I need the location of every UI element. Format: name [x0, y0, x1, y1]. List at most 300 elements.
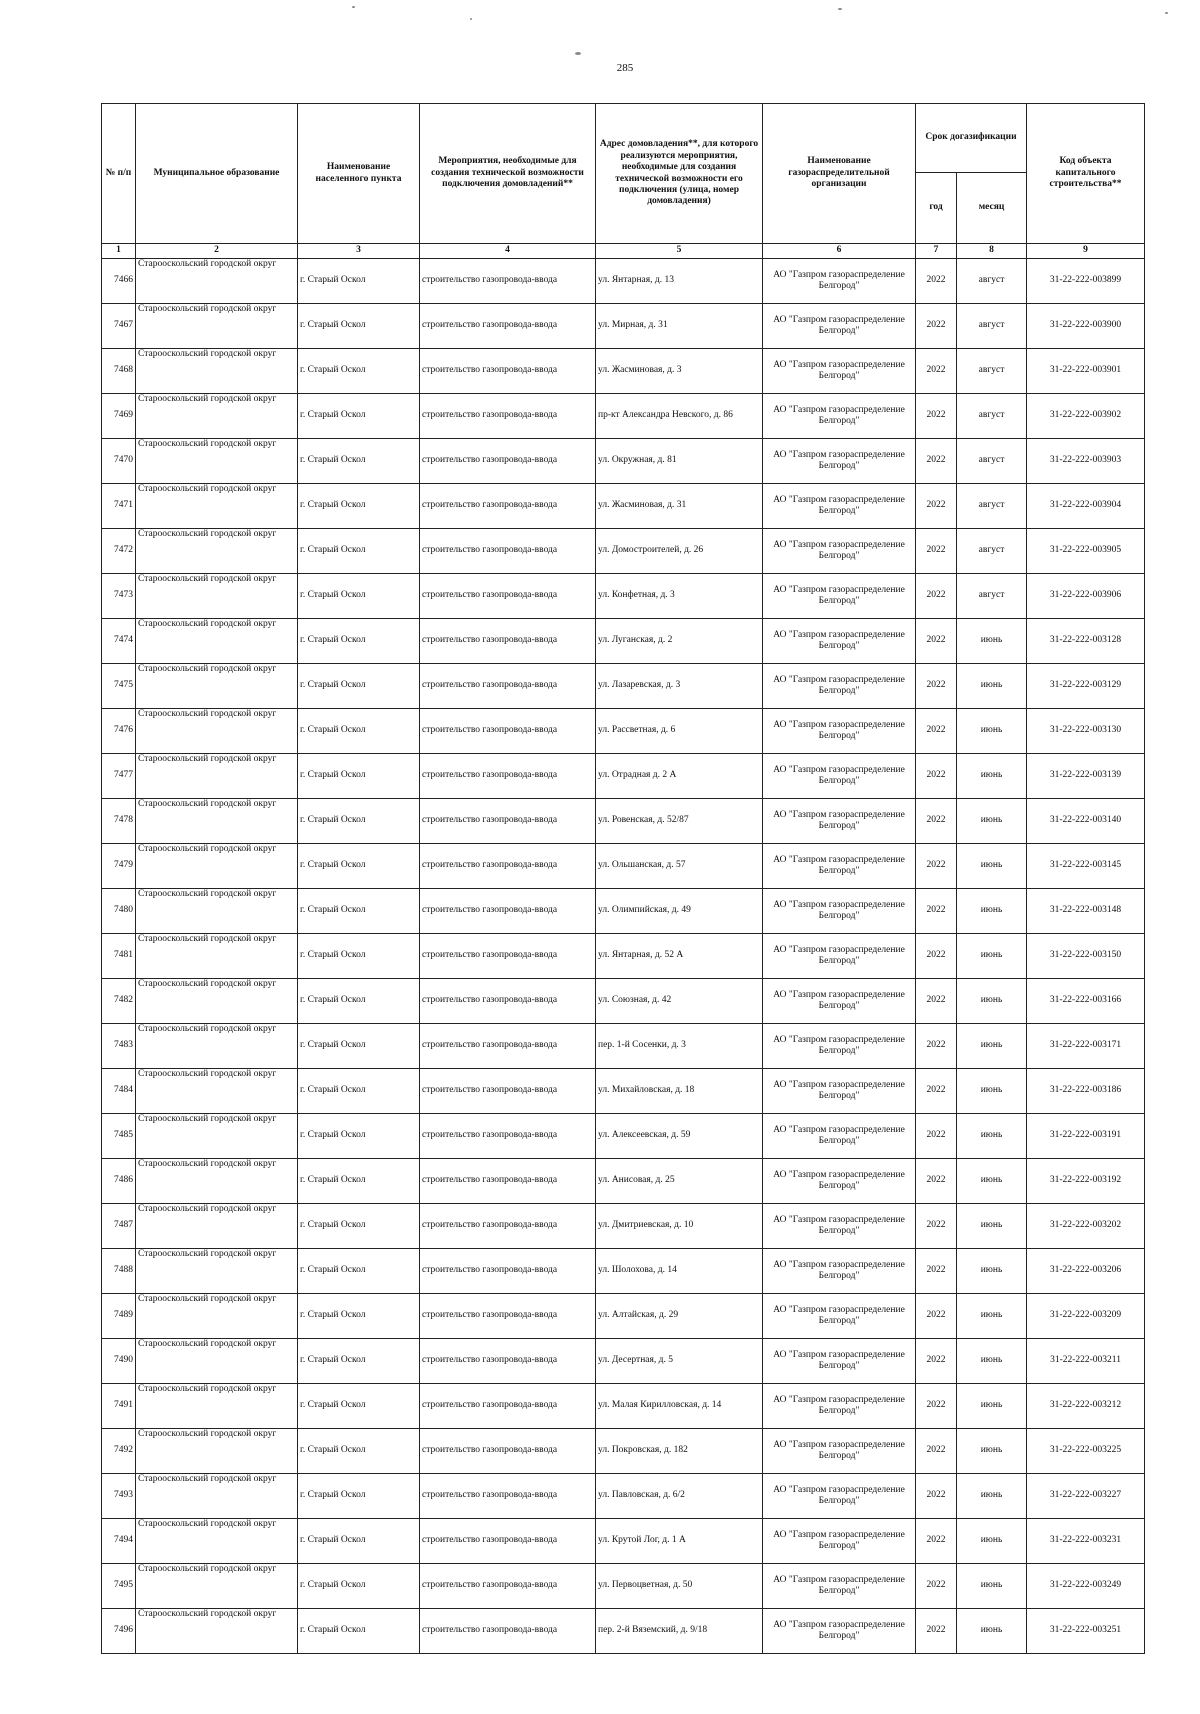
month-cell: июнь — [957, 619, 1027, 664]
object-code-cell: 31-22-222-003186 — [1027, 1069, 1145, 1114]
year-cell: 2022 — [916, 1069, 957, 1114]
object-code-cell: 31-22-222-003140 — [1027, 799, 1145, 844]
settlement-cell: г. Старый Оскол — [298, 1249, 420, 1294]
scan-speck — [575, 52, 581, 55]
row-number: 7495 — [102, 1564, 136, 1609]
header-year: год — [916, 173, 957, 244]
year-cell: 2022 — [916, 1114, 957, 1159]
year-cell: 2022 — [916, 1024, 957, 1069]
year-cell: 2022 — [916, 1609, 957, 1654]
object-code-cell: 31-22-222-003902 — [1027, 394, 1145, 439]
year-cell: 2022 — [916, 439, 957, 484]
organization-cell: АО "Газпром газораспределение Белгород" — [763, 1429, 916, 1474]
address-cell: пер. 2-й Вяземский, д. 9/18 — [596, 1609, 763, 1654]
settlement-cell: г. Старый Оскол — [298, 574, 420, 619]
settlement-cell: г. Старый Оскол — [298, 1564, 420, 1609]
settlement-cell: г. Старый Оскол — [298, 889, 420, 934]
activity-cell: строительство газопровода-ввода — [420, 1339, 596, 1384]
month-cell: июнь — [957, 889, 1027, 934]
activity-cell: строительство газопровода-ввода — [420, 619, 596, 664]
organization-cell: АО "Газпром газораспределение Белгород" — [763, 484, 916, 529]
municipality-cell: Старооскольский городской округ — [136, 1429, 298, 1474]
object-code-cell: 31-22-222-003906 — [1027, 574, 1145, 619]
column-number-row — [102, 244, 1145, 259]
year-cell: 2022 — [916, 1519, 957, 1564]
row-number: 7486 — [102, 1159, 136, 1204]
month-cell: июнь — [957, 1069, 1027, 1114]
organization-cell: АО "Газпром газораспределение Белгород" — [763, 304, 916, 349]
table-row — [102, 1339, 1145, 1384]
organization-cell: АО "Газпром газораспределение Белгород" — [763, 1159, 916, 1204]
year-cell: 2022 — [916, 664, 957, 709]
row-number: 7467 — [102, 304, 136, 349]
activity-cell: строительство газопровода-ввода — [420, 1429, 596, 1474]
settlement-cell: г. Старый Оскол — [298, 1384, 420, 1429]
settlement-cell: г. Старый Оскол — [298, 1024, 420, 1069]
month-cell: август — [957, 574, 1027, 619]
municipality-cell: Старооскольский городской округ — [136, 1114, 298, 1159]
municipality-cell: Старооскольский городской округ — [136, 1204, 298, 1249]
municipality-cell: Старооскольский городской округ — [136, 529, 298, 574]
activity-cell: строительство газопровода-ввода — [420, 394, 596, 439]
organization-cell: АО "Газпром газораспределение Белгород" — [763, 1114, 916, 1159]
address-cell: ул. Алексеевская, д. 59 — [596, 1114, 763, 1159]
month-cell: июнь — [957, 1249, 1027, 1294]
month-cell: август — [957, 349, 1027, 394]
address-cell: ул. Жасминовая, д. 3 — [596, 349, 763, 394]
month-cell: июнь — [957, 1519, 1027, 1564]
address-cell: ул. Лазаревская, д. 3 — [596, 664, 763, 709]
row-number: 7469 — [102, 394, 136, 439]
table-row — [102, 1384, 1145, 1429]
settlement-cell: г. Старый Оскол — [298, 709, 420, 754]
row-number: 7479 — [102, 844, 136, 889]
address-cell: ул. Янтарная, д. 13 — [596, 259, 763, 304]
settlement-cell: г. Старый Оскол — [298, 304, 420, 349]
table-row — [102, 484, 1145, 529]
page-number: 285 — [616, 62, 634, 74]
row-number: 7475 — [102, 664, 136, 709]
object-code-cell: 31-22-222-003191 — [1027, 1114, 1145, 1159]
month-cell: июнь — [957, 1564, 1027, 1609]
organization-cell: АО "Газпром газораспределение Белгород" — [763, 934, 916, 979]
activity-cell: строительство газопровода-ввода — [420, 979, 596, 1024]
table-row — [102, 844, 1145, 889]
activity-cell: строительство газопровода-ввода — [420, 1114, 596, 1159]
municipality-cell: Старооскольский городской округ — [136, 1339, 298, 1384]
activity-cell: строительство газопровода-ввода — [420, 439, 596, 484]
object-code-cell: 31-22-222-003206 — [1027, 1249, 1145, 1294]
municipality-cell: Старооскольский городской округ — [136, 1159, 298, 1204]
month-cell: август — [957, 304, 1027, 349]
address-cell: ул. Михайловская, д. 18 — [596, 1069, 763, 1114]
organization-cell: АО "Газпром газораспределение Белгород" — [763, 529, 916, 574]
month-cell: июнь — [957, 1294, 1027, 1339]
address-cell: ул. Янтарная, д. 52 А — [596, 934, 763, 979]
municipality-cell: Старооскольский городской округ — [136, 1564, 298, 1609]
municipality-cell: Старооскольский городской округ — [136, 1384, 298, 1429]
municipality-cell: Старооскольский городской округ — [136, 1294, 298, 1339]
month-cell: июнь — [957, 1114, 1027, 1159]
address-cell: ул. Рассветная, д. 6 — [596, 709, 763, 754]
table-row — [102, 1114, 1145, 1159]
object-code-cell: 31-22-222-003231 — [1027, 1519, 1145, 1564]
month-cell: июнь — [957, 1339, 1027, 1384]
organization-cell: АО "Газпром газораспределение Белгород" — [763, 889, 916, 934]
table-row — [102, 574, 1145, 619]
settlement-cell: г. Старый Оскол — [298, 1204, 420, 1249]
municipality-cell: Старооскольский городской округ — [136, 754, 298, 799]
settlement-cell: г. Старый Оскол — [298, 529, 420, 574]
activity-cell: строительство газопровода-ввода — [420, 709, 596, 754]
table-row — [102, 1429, 1145, 1474]
organization-cell: АО "Газпром газораспределение Белгород" — [763, 844, 916, 889]
settlement-cell: г. Старый Оскол — [298, 844, 420, 889]
year-cell: 2022 — [916, 889, 957, 934]
year-cell: 2022 — [916, 259, 957, 304]
activity-cell: строительство газопровода-ввода — [420, 484, 596, 529]
activity-cell: строительство газопровода-ввода — [420, 1384, 596, 1429]
month-cell: июнь — [957, 1384, 1027, 1429]
year-cell: 2022 — [916, 1429, 957, 1474]
gasification-register-table — [101, 103, 1145, 1654]
municipality-cell: Старооскольский городской округ — [136, 574, 298, 619]
activity-cell: строительство газопровода-ввода — [420, 799, 596, 844]
settlement-cell: г. Старый Оскол — [298, 1474, 420, 1519]
row-number: 7481 — [102, 934, 136, 979]
month-cell: июнь — [957, 1204, 1027, 1249]
table-row — [102, 1294, 1145, 1339]
municipality-cell: Старооскольский городской округ — [136, 799, 298, 844]
month-cell: август — [957, 394, 1027, 439]
municipality-cell: Старооскольский городской округ — [136, 349, 298, 394]
month-cell: июнь — [957, 1429, 1027, 1474]
address-cell: пр-кт Александра Невского, д. 86 — [596, 394, 763, 439]
settlement-cell: г. Старый Оскол — [298, 1609, 420, 1654]
activity-cell: строительство газопровода-ввода — [420, 529, 596, 574]
object-code-cell: 31-22-222-003904 — [1027, 484, 1145, 529]
organization-cell: АО "Газпром газораспределение Белгород" — [763, 1474, 916, 1519]
address-cell: ул. Жасминовая, д. 31 — [596, 484, 763, 529]
row-number: 7490 — [102, 1339, 136, 1384]
year-cell: 2022 — [916, 1564, 957, 1609]
month-cell: июнь — [957, 934, 1027, 979]
address-cell: ул. Крутой Лог, д. 1 А — [596, 1519, 763, 1564]
object-code-cell: 31-22-222-003901 — [1027, 349, 1145, 394]
year-cell: 2022 — [916, 754, 957, 799]
year-cell: 2022 — [916, 304, 957, 349]
table-row — [102, 349, 1145, 394]
scan-speck — [352, 6, 355, 8]
object-code-cell: 31-22-222-003899 — [1027, 259, 1145, 304]
municipality-cell: Старооскольский городской округ — [136, 619, 298, 664]
month-cell: июнь — [957, 844, 1027, 889]
table-row — [102, 1159, 1145, 1204]
object-code-cell: 31-22-222-003192 — [1027, 1159, 1145, 1204]
organization-cell: АО "Газпром газораспределение Белгород" — [763, 1609, 916, 1654]
activity-cell: строительство газопровода-ввода — [420, 1609, 596, 1654]
month-cell: июнь — [957, 799, 1027, 844]
object-code-cell: 31-22-222-003209 — [1027, 1294, 1145, 1339]
year-cell: 2022 — [916, 979, 957, 1024]
address-cell: ул. Павловская, д. 6/2 — [596, 1474, 763, 1519]
address-cell: ул. Мирная, д. 31 — [596, 304, 763, 349]
activity-cell: строительство газопровода-ввода — [420, 304, 596, 349]
table-row — [102, 1564, 1145, 1609]
settlement-cell: г. Старый Оскол — [298, 754, 420, 799]
object-code-cell: 31-22-222-003225 — [1027, 1429, 1145, 1474]
settlement-cell: г. Старый Оскол — [298, 1159, 420, 1204]
row-number: 7472 — [102, 529, 136, 574]
month-cell: август — [957, 439, 1027, 484]
year-cell: 2022 — [916, 934, 957, 979]
activity-cell: строительство газопровода-ввода — [420, 889, 596, 934]
table-row — [102, 979, 1145, 1024]
address-cell: ул. Олимпийская, д. 49 — [596, 889, 763, 934]
address-cell: ул. Союзная, д. 42 — [596, 979, 763, 1024]
table-row — [102, 439, 1145, 484]
year-cell: 2022 — [916, 619, 957, 664]
column-number: 1 — [102, 244, 136, 259]
year-cell: 2022 — [916, 349, 957, 394]
address-cell: ул. Луганская, д. 2 — [596, 619, 763, 664]
month-cell: июнь — [957, 1474, 1027, 1519]
settlement-cell: г. Старый Оскол — [298, 1294, 420, 1339]
header-row — [102, 104, 1145, 173]
month-cell: август — [957, 484, 1027, 529]
activity-cell: строительство газопровода-ввода — [420, 1159, 596, 1204]
row-number: 7493 — [102, 1474, 136, 1519]
settlement-cell: г. Старый Оскол — [298, 394, 420, 439]
settlement-cell: г. Старый Оскол — [298, 484, 420, 529]
column-number: 9 — [1027, 244, 1145, 259]
settlement-cell: г. Старый Оскол — [298, 349, 420, 394]
settlement-cell: г. Старый Оскол — [298, 934, 420, 979]
table-row — [102, 1609, 1145, 1654]
table-row — [102, 709, 1145, 754]
municipality-cell: Старооскольский городской округ — [136, 394, 298, 439]
activity-cell: строительство газопровода-ввода — [420, 844, 596, 889]
organization-cell: АО "Газпром газораспределение Белгород" — [763, 619, 916, 664]
row-number: 7474 — [102, 619, 136, 664]
object-code-cell: 31-22-222-003905 — [1027, 529, 1145, 574]
object-code-cell: 31-22-222-003139 — [1027, 754, 1145, 799]
row-number: 7483 — [102, 1024, 136, 1069]
row-number: 7485 — [102, 1114, 136, 1159]
row-number: 7494 — [102, 1519, 136, 1564]
object-code-cell: 31-22-222-003166 — [1027, 979, 1145, 1024]
month-cell: июнь — [957, 1159, 1027, 1204]
address-cell: ул. Первоцветная, д. 50 — [596, 1564, 763, 1609]
address-cell: ул. Ровенская, д. 52/87 — [596, 799, 763, 844]
address-cell: ул. Конфетная, д. 3 — [596, 574, 763, 619]
address-cell: ул. Десертная, д. 5 — [596, 1339, 763, 1384]
table-row — [102, 889, 1145, 934]
month-cell: июнь — [957, 1024, 1027, 1069]
year-cell: 2022 — [916, 529, 957, 574]
organization-cell: АО "Газпром газораспределение Белгород" — [763, 259, 916, 304]
object-code-cell: 31-22-222-003128 — [1027, 619, 1145, 664]
organization-cell: АО "Газпром газораспределение Белгород" — [763, 439, 916, 484]
municipality-cell: Старооскольский городской округ — [136, 1519, 298, 1564]
object-code-cell: 31-22-222-003129 — [1027, 664, 1145, 709]
scan-speck — [838, 8, 842, 10]
municipality-cell: Старооскольский городской округ — [136, 1069, 298, 1114]
row-number: 7476 — [102, 709, 136, 754]
organization-cell: АО "Газпром газораспределение Белгород" — [763, 349, 916, 394]
row-number: 7478 — [102, 799, 136, 844]
organization-cell: АО "Газпром газораспределение Белгород" — [763, 979, 916, 1024]
table-row — [102, 1474, 1145, 1519]
column-number: 2 — [136, 244, 298, 259]
year-cell: 2022 — [916, 1474, 957, 1519]
activity-cell: строительство газопровода-ввода — [420, 259, 596, 304]
municipality-cell: Старооскольский городской округ — [136, 484, 298, 529]
address-cell: ул. Шолохова, д. 14 — [596, 1249, 763, 1294]
municipality-cell: Старооскольский городской округ — [136, 304, 298, 349]
year-cell: 2022 — [916, 1249, 957, 1294]
header-code: Код объекта капитального строительства** — [1027, 104, 1145, 244]
table-row — [102, 1204, 1145, 1249]
activity-cell: строительство газопровода-ввода — [420, 1294, 596, 1339]
activity-cell: строительство газопровода-ввода — [420, 1564, 596, 1609]
column-number: 8 — [957, 244, 1027, 259]
settlement-cell: г. Старый Оскол — [298, 259, 420, 304]
settlement-cell: г. Старый Оскол — [298, 1519, 420, 1564]
row-number: 7477 — [102, 754, 136, 799]
settlement-cell: г. Старый Оскол — [298, 1069, 420, 1114]
table-row — [102, 619, 1145, 664]
activity-cell: строительство газопровода-ввода — [420, 1249, 596, 1294]
header-activities: Мероприятия, необходимые для создания технической возможности подключения домовладений** — [420, 104, 596, 244]
activity-cell: строительство газопровода-ввода — [420, 664, 596, 709]
year-cell: 2022 — [916, 1339, 957, 1384]
table-row — [102, 1069, 1145, 1114]
municipality-cell: Старооскольский городской округ — [136, 1474, 298, 1519]
header-num: № п/п — [102, 104, 136, 244]
organization-cell: АО "Газпром газораспределение Белгород" — [763, 1249, 916, 1294]
organization-cell: АО "Газпром газораспределение Белгород" — [763, 754, 916, 799]
organization-cell: АО "Газпром газораспределение Белгород" — [763, 664, 916, 709]
organization-cell: АО "Газпром газораспределение Белгород" — [763, 1069, 916, 1114]
row-number: 7471 — [102, 484, 136, 529]
settlement-cell: г. Старый Оскол — [298, 1429, 420, 1474]
activity-cell: строительство газопровода-ввода — [420, 1519, 596, 1564]
settlement-cell: г. Старый Оскол — [298, 1339, 420, 1384]
column-number: 3 — [298, 244, 420, 259]
municipality-cell: Старооскольский городской округ — [136, 934, 298, 979]
row-number: 7480 — [102, 889, 136, 934]
organization-cell: АО "Газпром газораспределение Белгород" — [763, 1519, 916, 1564]
year-cell: 2022 — [916, 1384, 957, 1429]
column-number: 4 — [420, 244, 596, 259]
organization-cell: АО "Газпром газораспределение Белгород" — [763, 1294, 916, 1339]
address-cell: ул. Алтайская, д. 29 — [596, 1294, 763, 1339]
scan-speck — [470, 18, 472, 20]
table-row — [102, 394, 1145, 439]
municipality-cell: Старооскольский городской округ — [136, 1609, 298, 1654]
object-code-cell: 31-22-222-003249 — [1027, 1564, 1145, 1609]
row-number: 7492 — [102, 1429, 136, 1474]
table-row — [102, 1519, 1145, 1564]
settlement-cell: г. Старый Оскол — [298, 979, 420, 1024]
header-address: Адрес домовладения**, для которого реализуются мероприятия, необходимые для создания технической возможности его подключения (улица, номер домовладения) — [596, 104, 763, 244]
table-body — [102, 259, 1145, 1654]
organization-cell: АО "Газпром газораспределение Белгород" — [763, 1384, 916, 1429]
address-cell: ул. Малая Кирилловская, д. 14 — [596, 1384, 763, 1429]
municipality-cell: Старооскольский городской округ — [136, 709, 298, 754]
year-cell: 2022 — [916, 1159, 957, 1204]
settlement-cell: г. Старый Оскол — [298, 664, 420, 709]
municipality-cell: Старооскольский городской округ — [136, 664, 298, 709]
object-code-cell: 31-22-222-003211 — [1027, 1339, 1145, 1384]
year-cell: 2022 — [916, 1294, 957, 1339]
object-code-cell: 31-22-222-003900 — [1027, 304, 1145, 349]
header-settlement: Наименование населенного пункта — [298, 104, 420, 244]
month-cell: июнь — [957, 664, 1027, 709]
settlement-cell: г. Старый Оскол — [298, 1114, 420, 1159]
municipality-cell: Старооскольский городской округ — [136, 889, 298, 934]
address-cell: ул. Окружная, д. 81 — [596, 439, 763, 484]
row-number: 7489 — [102, 1294, 136, 1339]
municipality-cell: Старооскольский городской округ — [136, 1249, 298, 1294]
year-cell: 2022 — [916, 574, 957, 619]
year-cell: 2022 — [916, 1204, 957, 1249]
object-code-cell: 31-22-222-003145 — [1027, 844, 1145, 889]
row-number: 7487 — [102, 1204, 136, 1249]
municipality-cell: Старооскольский городской округ — [136, 439, 298, 484]
activity-cell: строительство газопровода-ввода — [420, 349, 596, 394]
table-row — [102, 799, 1145, 844]
table-row — [102, 1024, 1145, 1069]
object-code-cell: 31-22-222-003130 — [1027, 709, 1145, 754]
object-code-cell: 31-22-222-003251 — [1027, 1609, 1145, 1654]
municipality-cell: Старооскольский городской округ — [136, 844, 298, 889]
address-cell: ул. Отрадная д. 2 А — [596, 754, 763, 799]
table-row — [102, 664, 1145, 709]
municipality-cell: Старооскольский городской округ — [136, 259, 298, 304]
activity-cell: строительство газопровода-ввода — [420, 934, 596, 979]
organization-cell: АО "Газпром газораспределение Белгород" — [763, 799, 916, 844]
object-code-cell: 31-22-222-003171 — [1027, 1024, 1145, 1069]
address-cell: пер. 1-й Сосенки, д. 3 — [596, 1024, 763, 1069]
object-code-cell: 31-22-222-003148 — [1027, 889, 1145, 934]
year-cell: 2022 — [916, 844, 957, 889]
column-number: 5 — [596, 244, 763, 259]
header-month: месяц — [957, 173, 1027, 244]
settlement-cell: г. Старый Оскол — [298, 439, 420, 484]
row-number: 7491 — [102, 1384, 136, 1429]
organization-cell: АО "Газпром газораспределение Белгород" — [763, 1339, 916, 1384]
month-cell: июнь — [957, 1609, 1027, 1654]
month-cell: август — [957, 259, 1027, 304]
table-row — [102, 754, 1145, 799]
settlement-cell: г. Старый Оскол — [298, 619, 420, 664]
column-number: 7 — [916, 244, 957, 259]
activity-cell: строительство газопровода-ввода — [420, 574, 596, 619]
address-cell: ул. Ольшанская, д. 57 — [596, 844, 763, 889]
header-organization: Наименование газораспределительной организации — [763, 104, 916, 244]
settlement-cell: г. Старый Оскол — [298, 799, 420, 844]
row-number: 7466 — [102, 259, 136, 304]
table-row — [102, 304, 1145, 349]
address-cell: ул. Покровская, д. 182 — [596, 1429, 763, 1474]
activity-cell: строительство газопровода-ввода — [420, 1204, 596, 1249]
row-number: 7470 — [102, 439, 136, 484]
organization-cell: АО "Газпром газораспределение Белгород" — [763, 1204, 916, 1249]
object-code-cell: 31-22-222-003150 — [1027, 934, 1145, 979]
row-number: 7473 — [102, 574, 136, 619]
